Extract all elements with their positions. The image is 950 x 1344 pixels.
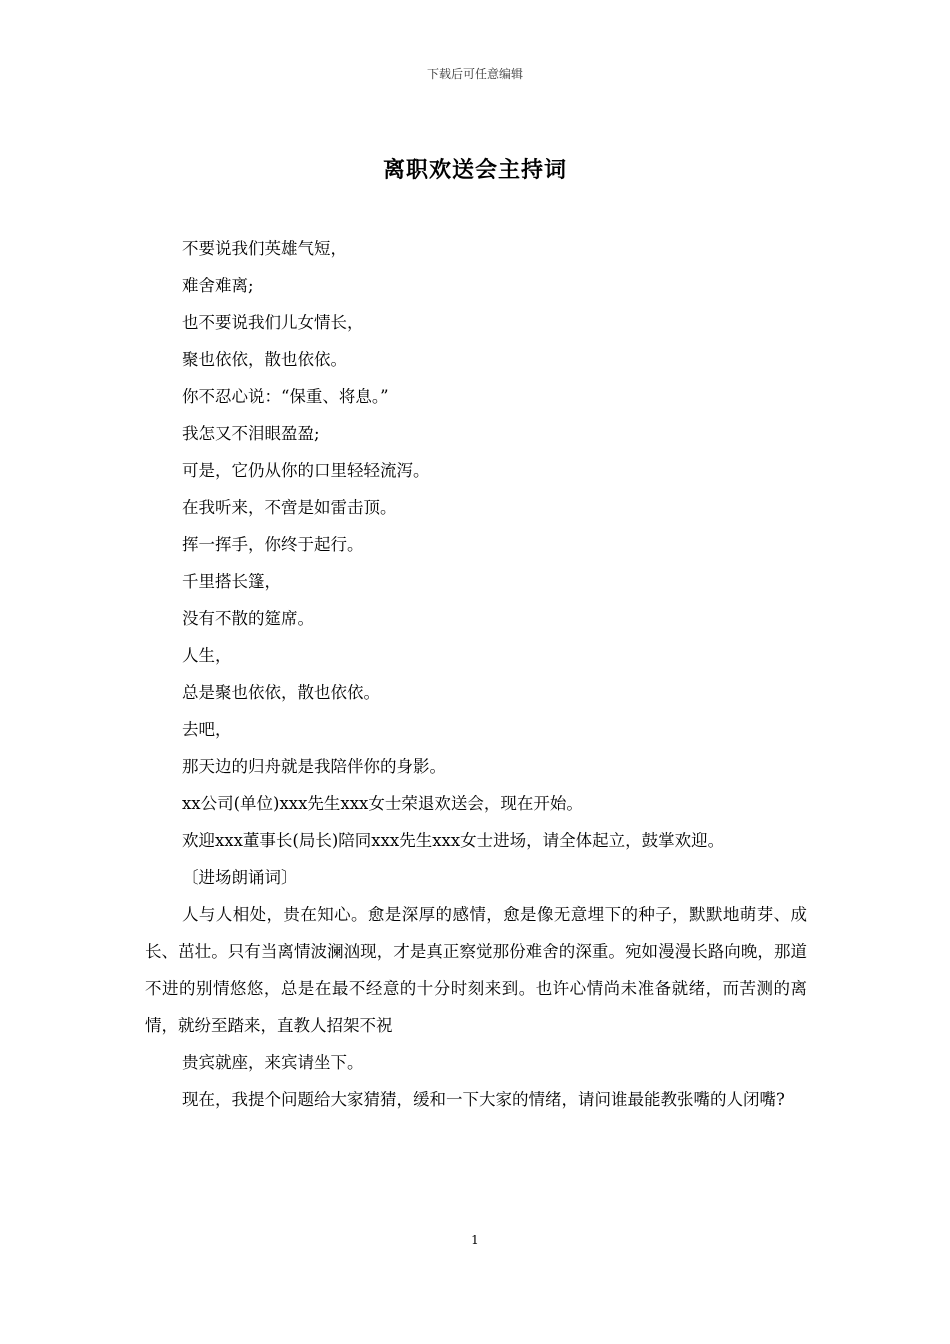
body-paragraph: 总是聚也依依，散也依依。 <box>182 683 380 702</box>
body-paragraph: 现在，我提个问题给大家猜猜，缓和一下大家的情绪，请问谁最能教张嘴的人闭嘴? <box>182 1090 785 1109</box>
body-paragraph: 没有不散的筵席。 <box>182 609 314 628</box>
body-paragraph: 人生， <box>182 646 232 665</box>
body-paragraph: 聚也依依，散也依依。 <box>182 350 347 369</box>
body-paragraph: 可是，它仍从你的口里轻轻流泻。 <box>182 461 430 480</box>
body-paragraph: 难舍难离; <box>182 276 254 295</box>
body-paragraph: 在我听来，不啻是如雷击顶。 <box>182 498 397 517</box>
body-paragraph: 欢迎xxx董事长(局长)陪同xxx先生xxx女士进场，请全体起立，鼓掌欢迎。 <box>182 831 725 850</box>
body-paragraph: 〔进场朗诵词〕 <box>182 868 298 887</box>
document-body <box>145 230 807 1118</box>
body-paragraph: xx公司(单位)xxx先生xxx女士荣退欢送会，现在开始。 <box>182 794 583 813</box>
body-paragraph: 去吧， <box>182 720 232 739</box>
body-paragraph: 不要说我们英雄气短， <box>182 239 347 258</box>
page-header: 下载后可任意编辑 <box>426 67 523 81</box>
page-number: 1 <box>471 1233 479 1247</box>
body-paragraph: 千里搭长篷， <box>182 572 281 591</box>
body-paragraph: 挥一挥手，你终于起行。 <box>182 535 364 554</box>
body-paragraph: 贵宾就座，来宾请坐下。 <box>182 1053 364 1072</box>
body-paragraph: 那天边的归舟就是我陪伴你的身影。 <box>182 757 446 776</box>
document-title: 离职欢送会主持词 <box>382 157 567 183</box>
body-paragraph: 人与人相处，贵在知心。愈是深厚的感情，愈是像无意埋下的种子，默默地萌芽、成长、茁壮。只有当离情波澜汹现，才是真正察觉那份难舍的深重。宛如漫漫长路向晚，那道不进的别情悠悠，总是在最不经意的十分时刻来到。也许心情尚未准备就绪，而苦测的离情，就纷至踏来，直教人招架不祝 <box>145 905 807 1035</box>
body-paragraph: 你不忍心说：“保重、将息。” <box>182 387 389 406</box>
body-paragraph: 也不要说我们儿女情长， <box>182 313 364 332</box>
body-paragraph: 我怎又不泪眼盈盈; <box>182 424 320 443</box>
